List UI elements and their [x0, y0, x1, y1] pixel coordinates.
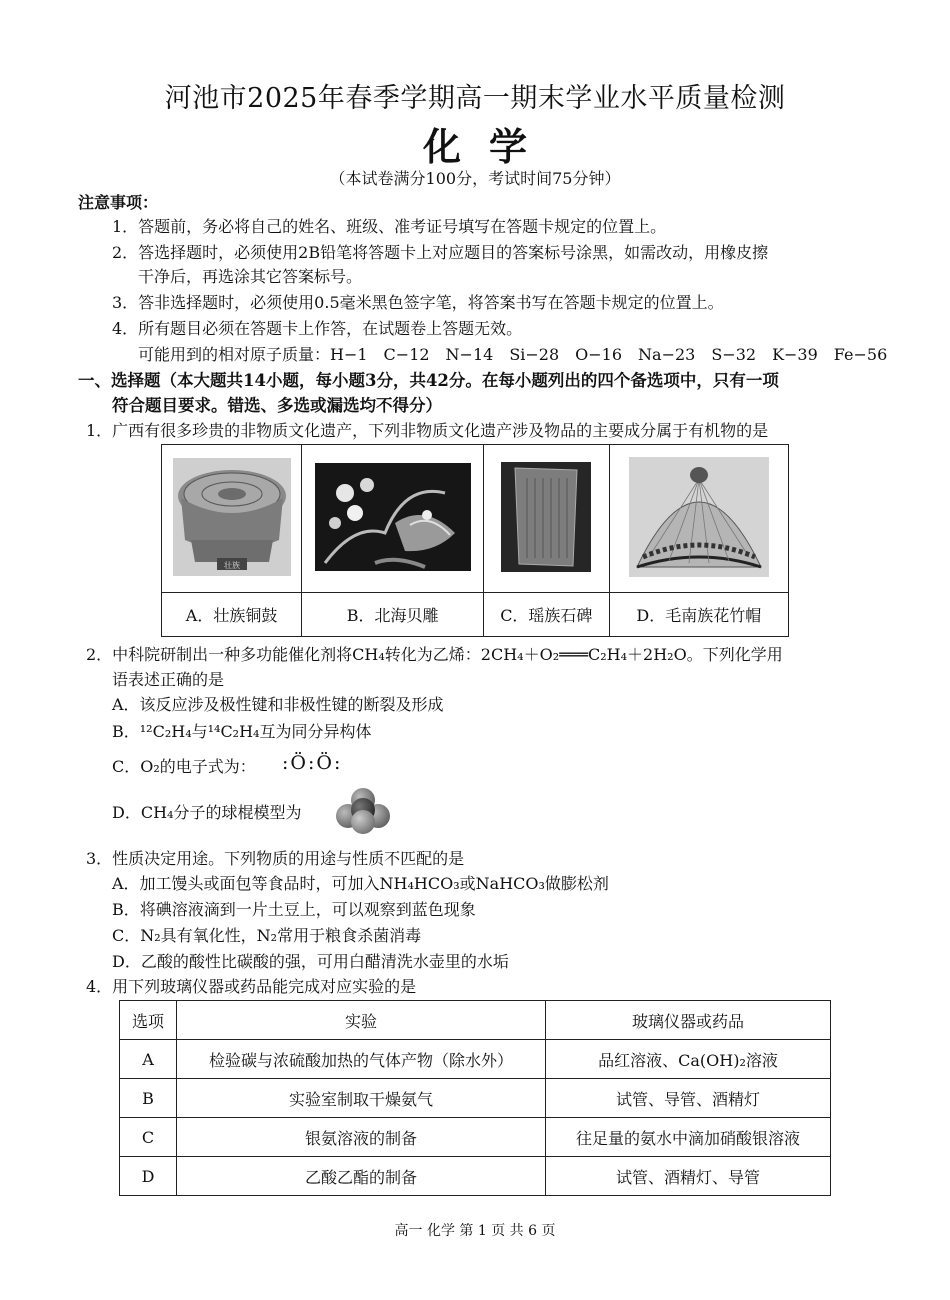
- section-heading-cont: 符合题目要求。错选、多选或漏选均不得分）: [112, 396, 442, 415]
- atomic-mass-line: 可能用到的相对原子质量：H−1 C−12 N−14 Si−28 O−16 Na−23 S−32 K−39 Fe−56: [138, 345, 888, 364]
- subject-title: 化学: [422, 124, 555, 169]
- notice-item-1: 1．答题前，务必将自己的姓名、班级、准考证号填写在答题卡规定的位置上。: [112, 217, 667, 236]
- table-row: [120, 1157, 831, 1196]
- q1-option-d: D．毛南族花竹帽: [609, 593, 788, 637]
- ch4-ball-stick-model-icon: [332, 786, 394, 834]
- notice-item-3: 3．答非选择题时，必须使用0.5毫米黑色签字笔，将答案书写在答题卡规定的位置上。: [112, 293, 724, 312]
- q3-option-c: C．N₂具有氧化性，N₂常用于粮食杀菌消毒: [112, 926, 422, 945]
- table-header-cell: 实验: [177, 1001, 546, 1040]
- table-cell: 试管、酒精灯、导管: [546, 1157, 831, 1196]
- notice-item-2-cont: 干净后，再选涂其它答案标号。: [138, 267, 363, 286]
- q1-cell-c-image: [484, 445, 610, 593]
- notice-heading: 注意事项：: [78, 193, 159, 212]
- bronze-drum-image: [173, 458, 291, 576]
- q3-stem: 3．性质决定用途。下列物质的用途与性质不匹配的是: [86, 849, 465, 868]
- table-row: [120, 1079, 831, 1118]
- q2-stem-cont: 语表述正确的是: [112, 670, 225, 689]
- q2-option-a: A．该反应涉及极性键和非极性键的断裂及形成: [112, 695, 444, 714]
- q4-experiment-table: [119, 1000, 831, 1196]
- table-cell: 实验室制取干燥氨气: [177, 1079, 546, 1118]
- table-cell: A: [120, 1040, 177, 1079]
- drum-label-text: 壮族: [223, 560, 240, 570]
- notice-item-2: 2．答选择题时，必须使用2B铅笔将答题卡上对应题目的答案标号涂黑，如需改动，用橡皮擦: [112, 243, 769, 262]
- q2-option-c: C．O₂的电子式为：: [112, 757, 256, 776]
- q2-option-b: B．¹²C₂H₄与¹⁴C₂H₄互为同分异构体: [112, 722, 372, 741]
- table-cell: 试管、导管、酒精灯: [546, 1079, 831, 1118]
- table-cell: 乙酸乙酯的制备: [177, 1157, 546, 1196]
- shell-carving-image: [315, 463, 471, 571]
- table-header-cell: 选项: [120, 1001, 177, 1040]
- stone-tablet-image: [501, 462, 591, 572]
- table-cell: 银氨溶液的制备: [177, 1118, 546, 1157]
- q1-option-c: C．瑶族石碑: [484, 593, 610, 637]
- table-cell: 检验碳与浓硫酸加热的气体产物（除水外）: [177, 1040, 546, 1079]
- o2-electron-formula: :Ö:Ö:: [282, 752, 343, 774]
- bamboo-hat-image: [629, 457, 769, 577]
- q1-cell-d-image: [609, 445, 788, 593]
- q1-option-b: B．北海贝雕: [302, 593, 484, 637]
- q1-image-table: [161, 444, 789, 637]
- q2-stem: 2．中科院研制出一种多功能催化剂将CH₄转化为乙烯：2CH₄＋O₂═══C₂H₄＋2H₂O。下列化学用: [86, 645, 783, 664]
- table-cell: B: [120, 1079, 177, 1118]
- q3-option-d: D．乙酸的酸性比碳酸的强，可用白醋清洗水壶里的水垢: [112, 952, 509, 971]
- exam-title: 河池市2025年春季学期高一期末学业水平质量检测: [164, 83, 786, 114]
- table-row: [120, 1118, 831, 1157]
- table-cell: D: [120, 1157, 177, 1196]
- q1-cell-b-image: [302, 445, 484, 593]
- q2-option-d: D．CH₄分子的球棍模型为: [112, 803, 302, 822]
- page-footer: 高一 化学 第 1 页 共 6 页: [394, 1223, 556, 1239]
- q4-stem: 4．用下列玻璃仪器或药品能完成对应实验的是: [86, 977, 417, 996]
- table-cell: C: [120, 1118, 177, 1157]
- exam-note: （本试卷满分100分，考试时间75分钟）: [329, 169, 621, 188]
- table-cell: 往足量的氨水中滴加硝酸银溶液: [546, 1118, 831, 1157]
- q1-option-a: A．壮族铜鼓: [162, 593, 302, 637]
- notice-item-4: 4．所有题目必须在答题卡上作答，在试题卷上答题无效。: [112, 319, 523, 338]
- section-heading: 一、选择题（本大题共14小题，每小题3分，共42分。在每小题列出的四个备选项中，只有一项: [78, 371, 779, 390]
- q3-option-b: B．将碘溶液滴到一片土豆上，可以观察到蓝色现象: [112, 900, 476, 919]
- table-header-cell: 玻璃仪器或药品: [546, 1001, 831, 1040]
- q1-cell-a-image: [162, 445, 302, 593]
- q1-stem: 1．广西有很多珍贵的非物质文化遗产，下列非物质文化遗产涉及物品的主要成分属于有机物的是: [86, 421, 769, 440]
- table-cell: 品红溶液、Ca(OH)₂溶液: [546, 1040, 831, 1079]
- q3-option-a: A．加工馒头或面包等食品时，可加入NH₄HCO₃或NaHCO₃做膨松剂: [112, 874, 609, 893]
- table-header-row: [120, 1001, 831, 1040]
- table-row: [120, 1040, 831, 1079]
